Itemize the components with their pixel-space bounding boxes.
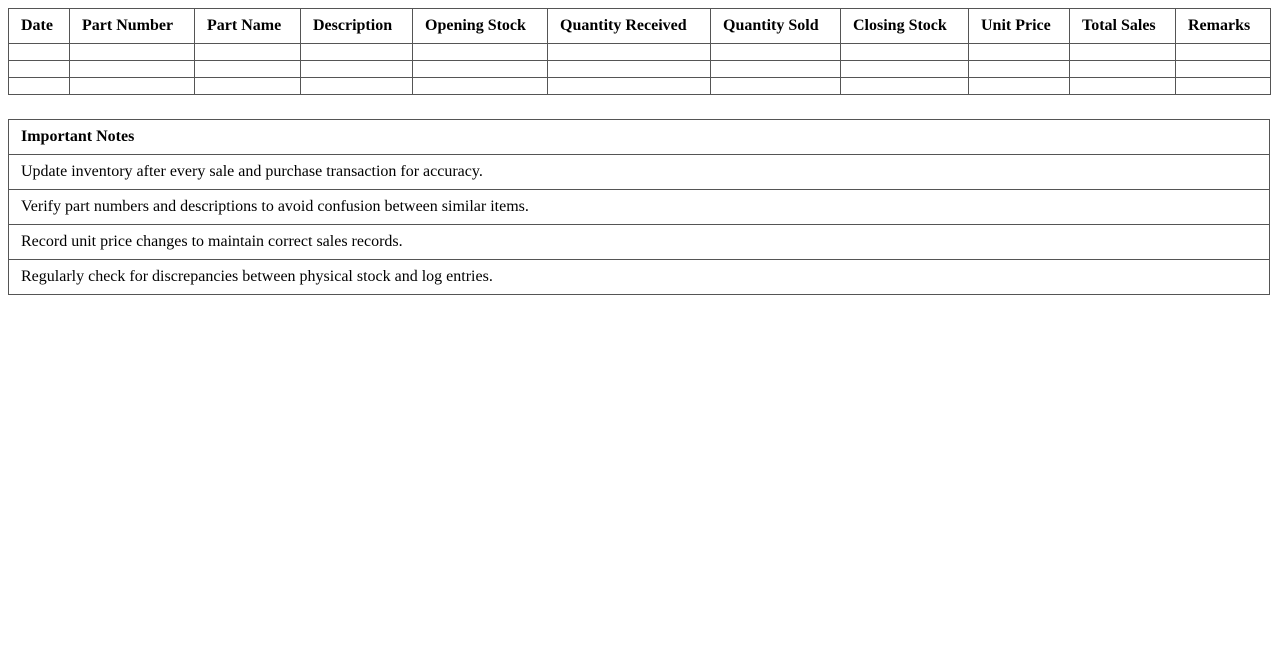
column-header-closing-stock: Closing Stock [841,9,969,44]
table-cell [841,78,969,95]
table-cell [1176,44,1271,61]
table-cell [9,44,70,61]
notes-row [9,190,1270,225]
column-header-part-name: Part Name [195,9,301,44]
table-cell [1176,61,1271,78]
table-cell [70,44,195,61]
table-cell [70,78,195,95]
table-cell [1070,61,1176,78]
table-cell [195,61,301,78]
column-header-quantity-sold: Quantity Sold [711,9,841,44]
table-cell [301,61,413,78]
note-item: Regularly check for discrepancies between physical stock and log entries. [9,260,1270,295]
table-cell [711,61,841,78]
note-item: Update inventory after every sale and purchase transaction for accuracy. [9,155,1270,190]
table-cell [548,44,711,61]
table-cell [969,61,1070,78]
notes-row [9,155,1270,190]
column-header-unit-price: Unit Price [969,9,1070,44]
notes-row [9,260,1270,295]
table-row [9,44,1271,61]
column-header-part-number: Part Number [70,9,195,44]
table-row [9,78,1271,95]
column-header-opening-stock: Opening Stock [413,9,548,44]
table-cell [969,78,1070,95]
table-cell [9,78,70,95]
table-cell [9,61,70,78]
column-header-quantity-received: Quantity Received [548,9,711,44]
column-header-total-sales: Total Sales [1070,9,1176,44]
important-notes-table [8,119,1270,295]
notes-heading: Important Notes [9,120,1270,155]
table-header-row [9,9,1271,44]
table-cell [841,44,969,61]
note-item: Record unit price changes to maintain correct sales records. [9,225,1270,260]
table-cell [413,61,548,78]
table-cell [548,78,711,95]
column-header-remarks: Remarks [1176,9,1271,44]
table-cell [413,44,548,61]
table-cell [969,44,1070,61]
table-cell [195,44,301,61]
table-cell [195,78,301,95]
table-cell [841,61,969,78]
table-cell [413,78,548,95]
table-cell [711,44,841,61]
note-item: Verify part numbers and descriptions to avoid confusion between similar items. [9,190,1270,225]
table-cell [301,44,413,61]
inventory-log-table [8,8,1271,95]
column-header-description: Description [301,9,413,44]
table-cell [1070,44,1176,61]
table-cell [70,61,195,78]
table-row [9,61,1271,78]
table-cell [548,61,711,78]
notes-header-row [9,120,1270,155]
table-cell [301,78,413,95]
table-cell [1176,78,1271,95]
column-header-date: Date [9,9,70,44]
notes-row [9,225,1270,260]
table-cell [1070,78,1176,95]
table-cell [711,78,841,95]
